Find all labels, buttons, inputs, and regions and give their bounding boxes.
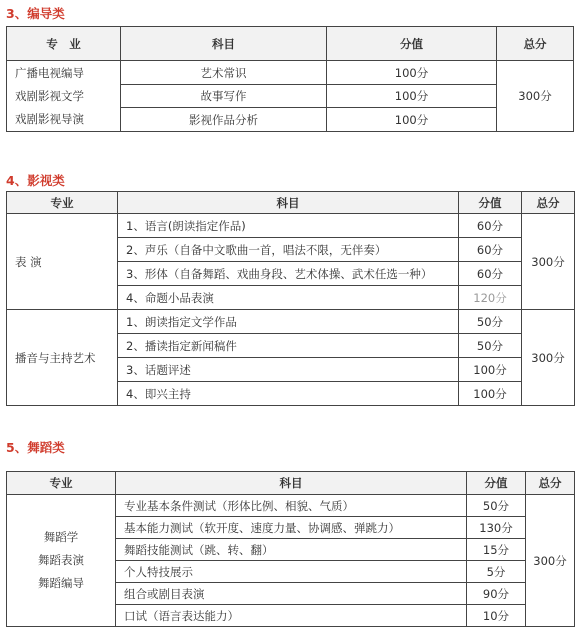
score-cell: 60分 <box>459 262 522 286</box>
major-name: 戏剧影视导演 <box>15 111 84 126</box>
header-total: 总分 <box>497 27 574 61</box>
score-cell: 100分 <box>327 85 497 108</box>
score-cell: 60分 <box>459 214 522 238</box>
header-subject: 科目 <box>121 27 327 61</box>
score-cell: 100分 <box>327 108 497 132</box>
header-score: 分值 <box>467 472 526 495</box>
subject-cell: 口试（语言表达能力） <box>116 605 467 627</box>
score-cell: 10分 <box>467 605 526 627</box>
total-cell: 300分 <box>526 495 575 627</box>
subject-cell: 1、语言(朗读指定作品) <box>118 214 459 238</box>
total-cell: 300分 <box>497 61 574 132</box>
total-cell: 300分 <box>522 310 575 406</box>
score-cell: 100分 <box>459 382 522 406</box>
header-subject: 科目 <box>116 472 467 495</box>
major-name: 戏剧影视文学 <box>15 88 84 103</box>
subject-cell: 1、朗读指定文学作品 <box>118 310 459 334</box>
score-cell: 100分 <box>327 61 497 85</box>
major-cell-broadcasting: 播音与主持艺术 <box>7 310 118 406</box>
section-heading-3: 3、编导类 <box>6 6 65 21</box>
score-cell: 50分 <box>467 495 526 517</box>
header-major: 专 业 <box>7 27 121 61</box>
score-cell: 120分 <box>459 286 522 310</box>
subject-cell: 4、即兴主持 <box>118 382 459 406</box>
total-cell: 300分 <box>522 214 575 310</box>
major-cell-acting: 表 演 <box>7 214 118 310</box>
score-cell: 5分 <box>467 561 526 583</box>
header-total: 总分 <box>522 192 575 214</box>
major-name: 舞蹈学 <box>43 530 79 544</box>
subject-cell: 2、播读指定新闻稿件 <box>118 334 459 358</box>
subject-cell: 艺术常识 <box>121 61 327 85</box>
subject-cell: 4、命题小品表演 <box>118 286 459 310</box>
score-cell: 130分 <box>467 517 526 539</box>
score-cell: 60分 <box>459 238 522 262</box>
subject-cell: 故事写作 <box>121 85 327 108</box>
subject-cell: 专业基本条件测试（形体比例、相貌、气质） <box>116 495 467 517</box>
header-major: 专业 <box>7 472 116 495</box>
section-heading-5: 5、舞蹈类 <box>6 440 65 455</box>
subject-cell: 舞蹈技能测试（跳、转、翻） <box>116 539 467 561</box>
header-subject: 科目 <box>118 192 459 214</box>
subject-cell: 个人特技展示 <box>116 561 467 583</box>
subject-cell: 3、话题评述 <box>118 358 459 382</box>
subject-cell: 2、声乐（自备中文歌曲一首，唱法不限，无伴奏） <box>118 238 459 262</box>
table-dance <box>6 471 575 627</box>
score-cell: 90分 <box>467 583 526 605</box>
table-directing <box>6 26 574 132</box>
major-name: 广播电视编导 <box>15 65 84 80</box>
major-name: 舞蹈编导 <box>38 576 84 590</box>
score-cell: 15分 <box>467 539 526 561</box>
header-major: 专业 <box>7 192 118 214</box>
subject-cell: 3、形体（自备舞蹈、戏曲身段、艺术体操、武术任选一种） <box>118 262 459 286</box>
score-cell: 50分 <box>459 334 522 358</box>
major-cell <box>7 495 116 627</box>
header-score: 分值 <box>327 27 497 61</box>
header-total: 总分 <box>526 472 575 495</box>
section-heading-4: 4、影视类 <box>6 173 65 188</box>
table-film-tv <box>6 191 575 406</box>
subject-cell: 基本能力测试（软开度、速度力量、协调感、弹跳力） <box>116 517 467 539</box>
score-cell: 50分 <box>459 310 522 334</box>
header-score: 分值 <box>459 192 522 214</box>
major-cell <box>7 61 121 132</box>
major-name: 舞蹈表演 <box>38 553 84 567</box>
subject-cell: 影视作品分析 <box>121 108 327 132</box>
score-cell: 100分 <box>459 358 522 382</box>
subject-cell: 组合或剧目表演 <box>116 583 467 605</box>
